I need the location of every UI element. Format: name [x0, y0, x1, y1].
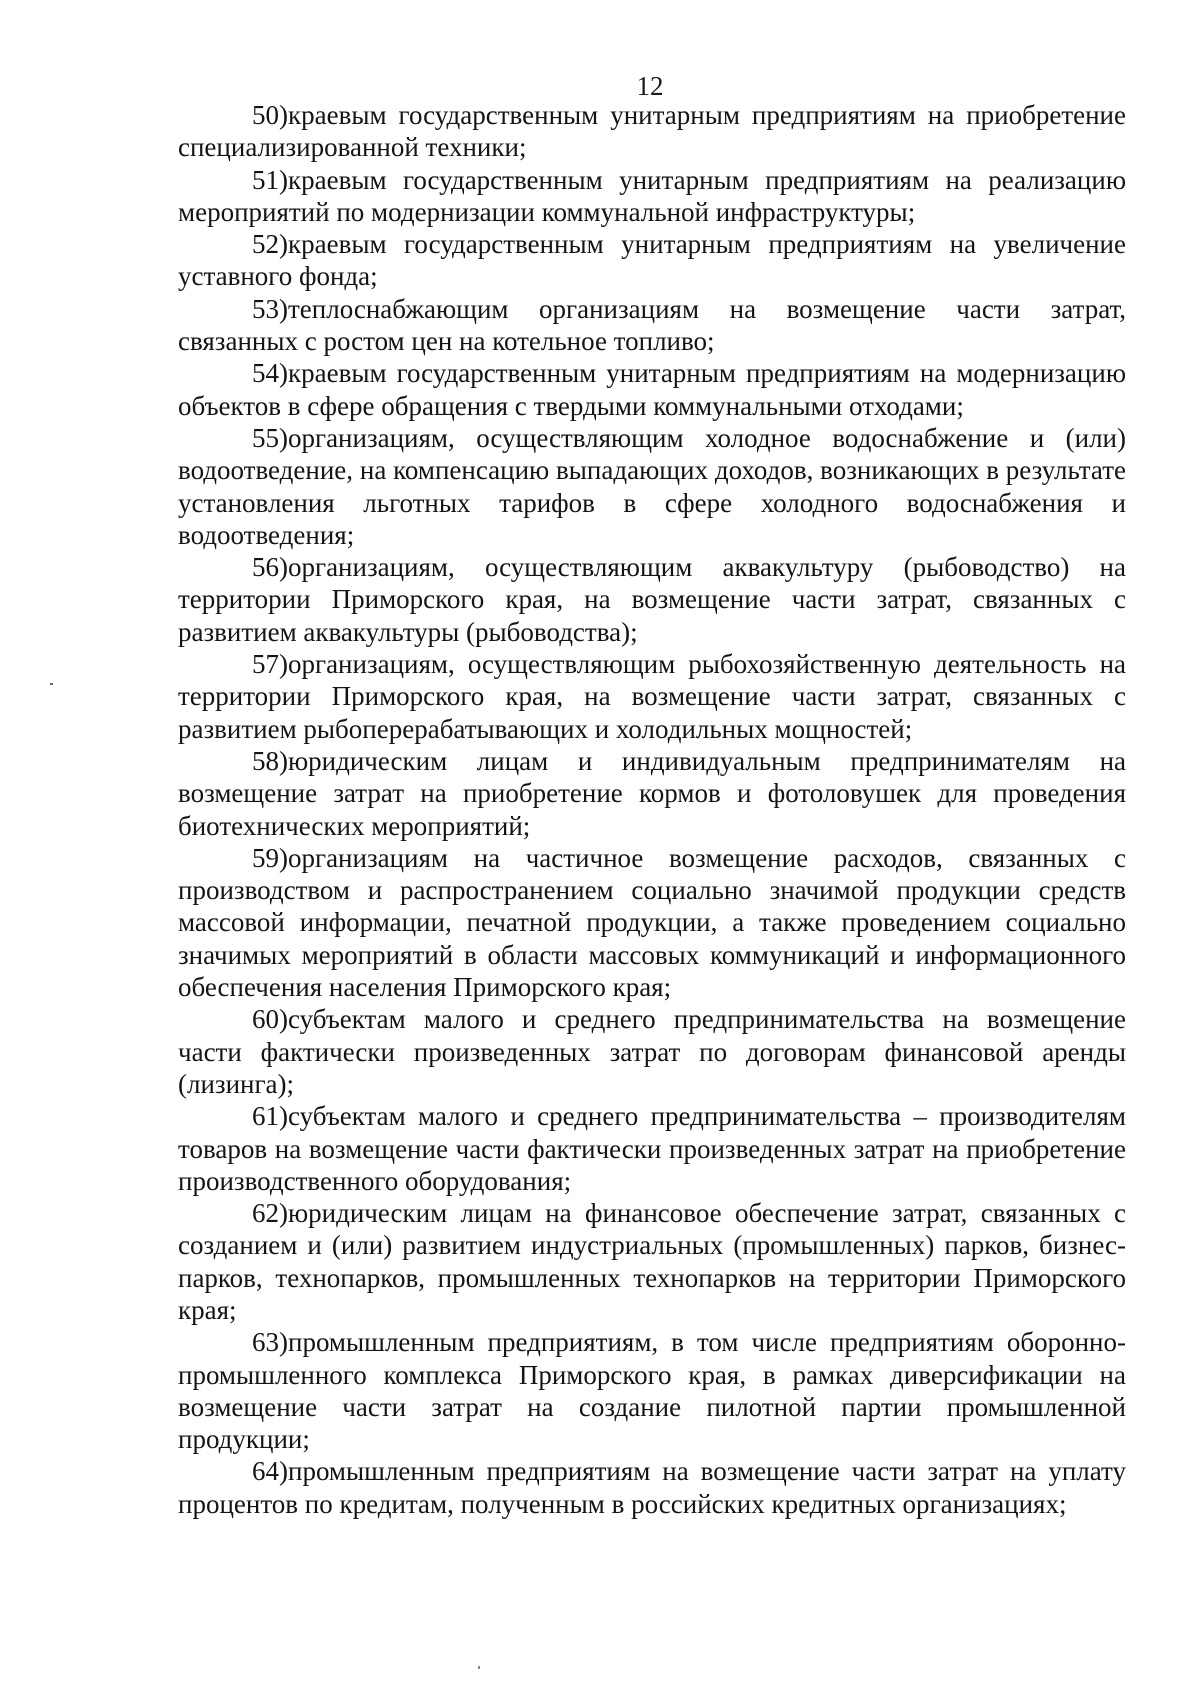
list-item: 59)организациям на частичное возмещение расходов, связанных с производством и распространением социально значимой продукции средств массовой информации, печатной продукции, а также проведением социально значимых мероприятий в области массовых коммуникаций и информационного обеспечения населения Приморского края; [178, 842, 1126, 1003]
list-item: 55)организациям, осуществляющим холодное водоснабжение и (или) водоотведение, на компенсацию выпадающих доходов, возникающих в результате установления льготных тарифов в сфере холодного водоснабжения и водоотведения; [178, 422, 1126, 550]
page-number: 12 [636, 71, 664, 101]
list-item: 58)юридическим лицам и индивидуальным предпринимателям на возмещение затрат на приобретение кормов и фотоловушек для проведения биотехнических мероприятий; [178, 745, 1126, 841]
list-item: 52)краевым государственным унитарным предприятиям на увеличение уставного фонда; [178, 229, 1126, 292]
document-body [178, 99, 1126, 1520]
list-item: 60)субъектам малого и среднего предпринимательства на возмещение части фактически произведенных затрат по договорам финансовой аренды (лизинга); [178, 1004, 1126, 1099]
list-item: 50)краевым государственным унитарным предприятиям на приобретение специализированной техники; [178, 100, 1126, 163]
list-item: 61)субъектам малого и среднего предпринимательства – производителям товаров на возмещение части фактически произведенных затрат на приобретение производственного оборудования; [178, 1101, 1126, 1196]
list-item: 64)промышленным предприятиям на возмещение части затрат на уплату процентов по кредитам, полученным в российских кредитных организациях; [178, 1456, 1126, 1519]
list-item: 54)краевым государственным унитарным предприятиям на модернизацию объектов в сфере обращения с твердыми коммунальными отходами; [178, 358, 1126, 421]
list-item: 51)краевым государственным унитарным предприятиям на реализацию мероприятий по модернизации коммунальной инфраструктуры; [178, 164, 1126, 227]
list-item: 56)организациям, осуществляющим аквакультуру (рыбоводство) на территории Приморского края, на возмещение части затрат, связанных с развитием аквакультуры (рыбоводства); [178, 552, 1126, 647]
list-item: 57)организациям, осуществляющим рыбохозяйственную деятельность на территории Приморского края, на возмещение части затрат, связанных с развитием рыбоперерабатывающих и холодильных мощностей; [178, 649, 1126, 744]
scan-speck [50, 683, 53, 685]
scan-speck [478, 1666, 480, 1669]
list-item: 62)юридическим лицам на финансовое обеспечение затрат, связанных с созданием и (или) развитием индустриальных (промышленных) парков, бизнес-парков, технопарков, промышленных технопарков на территории Приморского края; [178, 1198, 1126, 1325]
list-item: 53)теплоснабжающим организациям на возмещение части затрат, связанных с ростом цен на котельное топливо; [178, 293, 1126, 357]
list-item: 63)промышленным предприятиям, в том числе предприятиям оборонно-промышленного комплекса Приморского края, в рамках диверсификации на возмещение части затрат на создание пилотной партии промышленной продукции; [178, 1327, 1126, 1455]
